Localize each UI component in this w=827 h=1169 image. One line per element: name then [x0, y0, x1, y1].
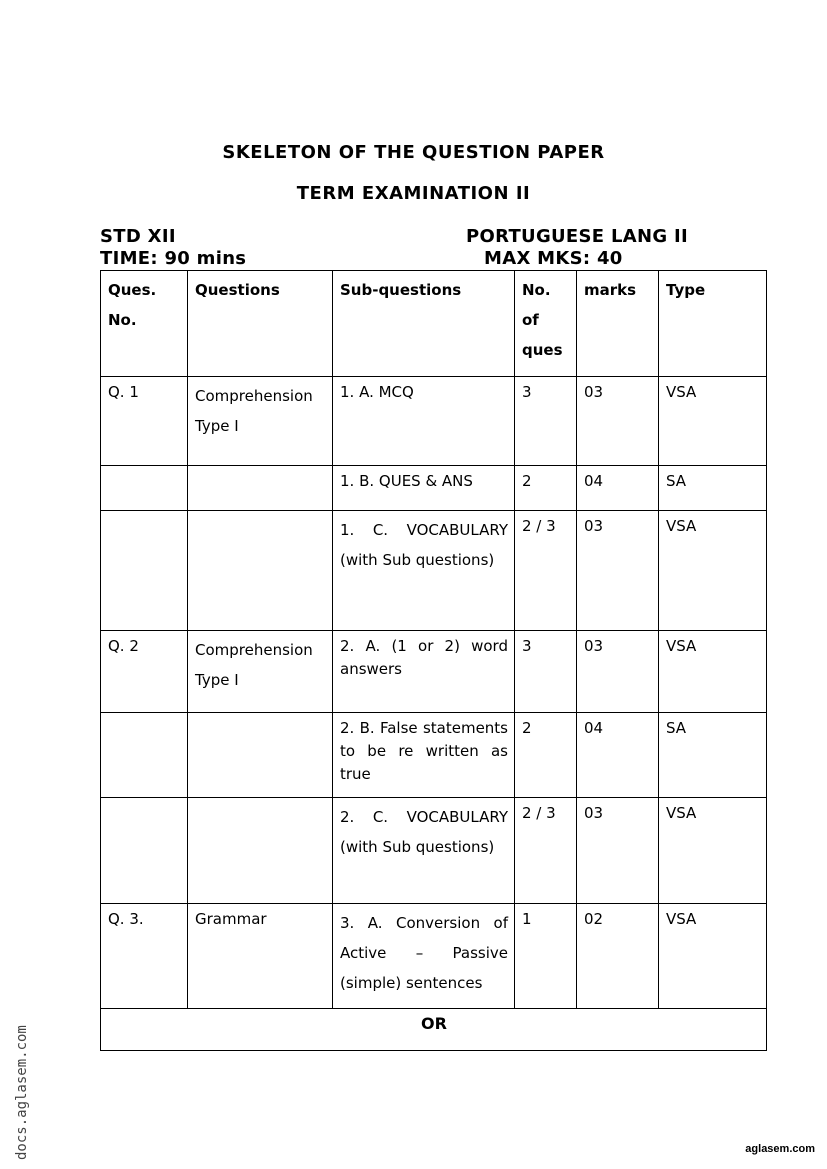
sub-question-cell: 3. A. Conversion of Active – Passive (simple) sentences — [333, 904, 515, 1009]
type-cell: VSA — [659, 798, 767, 904]
column-header: Type — [659, 271, 767, 377]
column-header: No. of ques — [515, 271, 577, 377]
type-cell: SA — [659, 466, 767, 511]
num-ques-cell: 1 — [515, 904, 577, 1009]
max-marks-label: MAX MKS: 40 — [484, 248, 623, 269]
column-header: Questions — [188, 271, 333, 377]
ques-no-cell: Q. 1 — [101, 377, 188, 466]
question-cell — [188, 466, 333, 511]
column-header: Ques. No. — [101, 271, 188, 377]
table-header-row — [101, 271, 767, 377]
page-title: SKELETON OF THE QUESTION PAPER — [222, 142, 605, 163]
table-row — [101, 904, 767, 1009]
num-ques-cell: 3 — [515, 377, 577, 466]
question-cell — [188, 511, 333, 631]
question-skeleton-table — [100, 270, 767, 1051]
marks-cell: 03 — [577, 511, 659, 631]
marks-cell: 03 — [577, 798, 659, 904]
table-row — [101, 798, 767, 904]
sub-question-cell: 1. B. QUES & ANS — [333, 466, 515, 511]
or-label: OR — [101, 1009, 767, 1051]
num-ques-cell: 2 / 3 — [515, 511, 577, 631]
marks-cell: 04 — [577, 466, 659, 511]
type-cell: VSA — [659, 904, 767, 1009]
marks-cell: 04 — [577, 713, 659, 798]
type-cell: VSA — [659, 511, 767, 631]
table-row — [101, 631, 767, 713]
question-cell — [188, 713, 333, 798]
ques-no-cell: Q. 3. — [101, 904, 188, 1009]
watermark-text: docs.aglasem.com — [14, 1025, 30, 1160]
table-row — [101, 466, 767, 511]
sub-question-cell: 1. A. MCQ — [333, 377, 515, 466]
question-cell: Grammar — [188, 904, 333, 1009]
type-cell: VSA — [659, 631, 767, 713]
column-header: marks — [577, 271, 659, 377]
num-ques-cell: 2 — [515, 466, 577, 511]
footer-brand: aglasem.com — [745, 1143, 815, 1155]
ques-no-cell — [101, 713, 188, 798]
sub-question-cell: 2. A. (1 or 2) word answers — [333, 631, 515, 713]
table-row — [101, 511, 767, 631]
sub-question-cell: 1. C. VOCABULARY (with Sub questions) — [333, 511, 515, 631]
question-cell: Comprehension Type I — [188, 377, 333, 466]
sub-question-cell: 2. B. False statements to be re written as true — [333, 713, 515, 798]
question-cell: Comprehension Type I — [188, 631, 333, 713]
question-cell — [188, 798, 333, 904]
marks-cell: 03 — [577, 377, 659, 466]
time-label: TIME: 90 mins — [100, 248, 247, 269]
marks-cell: 03 — [577, 631, 659, 713]
ques-no-cell — [101, 511, 188, 631]
table-row — [101, 377, 767, 466]
ques-no-cell: Q. 2 — [101, 631, 188, 713]
num-ques-cell: 2 / 3 — [515, 798, 577, 904]
exam-subtitle: TERM EXAMINATION II — [296, 183, 531, 204]
table-row — [101, 713, 767, 798]
sub-question-cell: 2. C. VOCABULARY (with Sub questions) — [333, 798, 515, 904]
column-header: Sub-questions — [333, 271, 515, 377]
or-row — [101, 1009, 767, 1051]
num-ques-cell: 2 — [515, 713, 577, 798]
type-cell: SA — [659, 713, 767, 798]
subject-label: PORTUGUESE LANG II — [466, 226, 688, 247]
num-ques-cell: 3 — [515, 631, 577, 713]
ques-no-cell — [101, 466, 188, 511]
marks-cell: 02 — [577, 904, 659, 1009]
type-cell: VSA — [659, 377, 767, 466]
standard-label: STD XII — [100, 226, 176, 247]
ques-no-cell — [101, 798, 188, 904]
